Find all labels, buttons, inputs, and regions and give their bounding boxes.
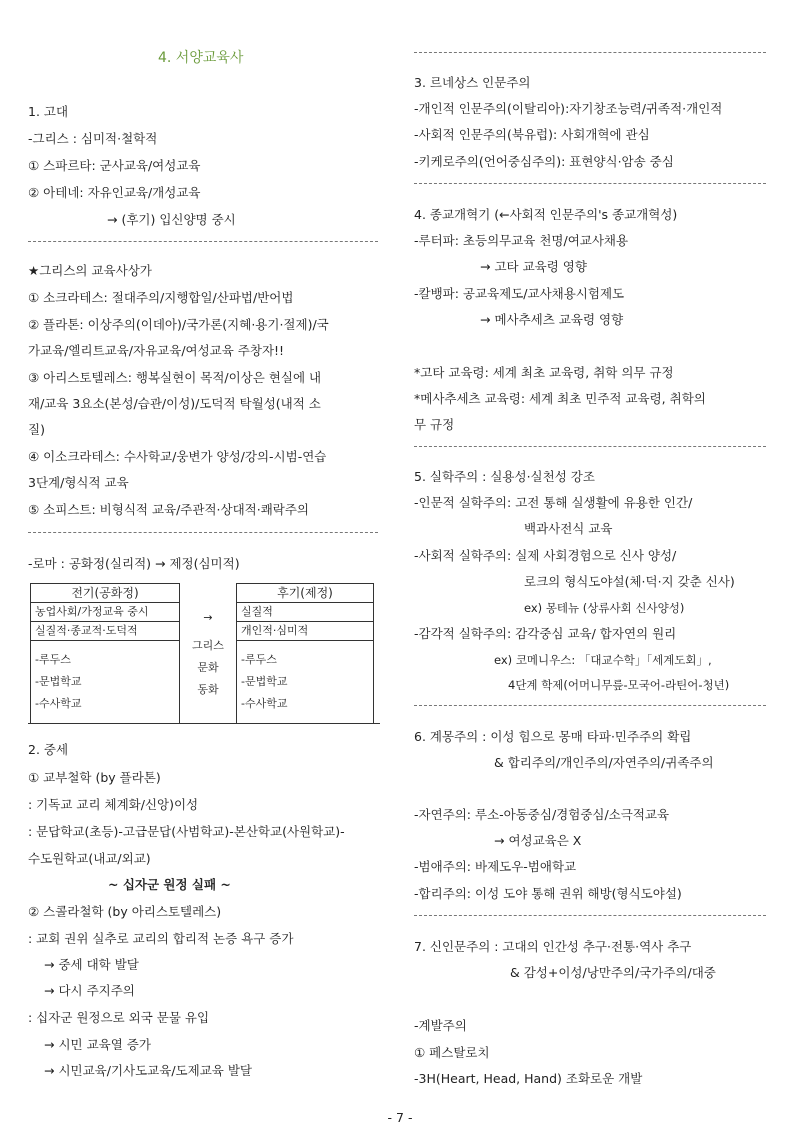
dashed-divider bbox=[28, 532, 378, 533]
rationalism-line: -합리주의: 이성 도야 통해 권위 해방(형식도야설) bbox=[414, 886, 682, 901]
section-heading-reformation: 4. 종교개혁기 (←사회적 인문주의's 종교개혁성) bbox=[414, 207, 678, 222]
late-row-1: 실질적 bbox=[237, 603, 374, 622]
scholasticism-line: ② 스콜라철학 (by 아리스토텔레스) bbox=[28, 904, 222, 919]
patristic-line: ① 교부철학 (by 플라톤) bbox=[28, 770, 161, 785]
rome-table bbox=[30, 583, 374, 724]
table-item: -루두스 bbox=[241, 653, 277, 666]
sparta-line: ① 스파르타: 군사교육/여성교육 bbox=[28, 158, 201, 173]
aristotle-line-2: 재/교육 3요소(본성/습관/이성)/도덕적 탁월성(내적 소 bbox=[28, 396, 321, 411]
luther-arrow-line: → 고타 교육령 영향 bbox=[480, 259, 587, 274]
mass-note-2: 무 규정 bbox=[414, 417, 455, 432]
aristotle-line-1: ③ 아리스토텔레스: 행복실현이 목적/이상은 현실에 내 bbox=[28, 370, 322, 385]
table-item: -수사학교 bbox=[35, 697, 82, 710]
greece-line: -그리스 : 심미적·철학적 bbox=[28, 131, 158, 146]
dashed-divider bbox=[28, 241, 378, 242]
dashed-divider bbox=[414, 705, 766, 706]
crusade-import-line: : 십자군 원정으로 외국 문물 유입 bbox=[28, 1010, 210, 1025]
crusade-fail-line: ~ 십자군 원정 실패 ~ bbox=[108, 877, 231, 892]
dashed-divider bbox=[414, 915, 766, 916]
section-heading-medieval: 2. 중세 bbox=[28, 742, 69, 757]
sense-realism-example: ex) 코메니우스: 「대교수학」「세계도회」, bbox=[494, 653, 712, 667]
pestalozzi-line: ① 페스탈로치 bbox=[414, 1045, 490, 1060]
plato-line-1: ② 플라톤: 이상주의(이데아)/국가론(지혜·용기·절제)/국 bbox=[28, 317, 329, 332]
social-realism: -사회적 실학주의: 실제 사회경험으로 신사 양성/ bbox=[414, 548, 677, 563]
table-item: -문법학교 bbox=[35, 675, 82, 688]
sophists-line: ⑤ 소피스트: 비형식적 교육/주관적·상대적·쾌락주의 bbox=[28, 502, 309, 517]
citizen-types-line: → 시민교육/기사도교육/도제교육 발달 bbox=[44, 1063, 252, 1078]
section-heading-realism: 5. 실학주의 : 실용성·실천성 강조 bbox=[414, 469, 595, 484]
table-middle bbox=[180, 584, 237, 724]
section-heading-enlightenment: 6. 계몽주의 : 이성 힘으로 몽매 타파·민주주의 확립 bbox=[414, 729, 692, 744]
early-row-2: 실질적·종교적·도덕적 bbox=[31, 622, 180, 641]
naturalism-line: -자연주의: 루소-아동중심/경험중심/소극적교육 bbox=[414, 807, 670, 822]
early-row-1: 농업사회/가정교육 중시 bbox=[31, 603, 180, 622]
isocrates-line-1: ④ 이소크라테스: 수사학교/웅변가 양성/강의-시범-연습 bbox=[28, 449, 327, 464]
early-row-3 bbox=[31, 641, 180, 724]
social-realism-example: ex) 몽테뉴 (상류사회 신사양성) bbox=[524, 601, 685, 615]
neohumanism-sub: & 감성+이성/낭만주의/국가주의/대중 bbox=[510, 965, 716, 980]
sense-realism: -감각적 실학주의: 감각중심 교육/ 합자연의 원리 bbox=[414, 626, 677, 641]
page-number: - 7 - bbox=[387, 1110, 413, 1125]
dashed-divider bbox=[414, 52, 766, 53]
middle-word: 그리스 bbox=[192, 638, 224, 652]
late-row-2: 개인적·심미적 bbox=[237, 622, 374, 641]
plato-line-2: 가교육/엘리트교육/자유교육/여성교육 주창자!! bbox=[28, 343, 285, 358]
rome-line: -로마 : 공화정(실리적) → 제정(심미적) bbox=[28, 556, 240, 571]
mass-note-1: *메사추세츠 교육령: 세계 최초 민주적 교육령, 취학의 bbox=[414, 391, 706, 406]
socrates-line: ① 소크라테스: 절대주의/지행합일/산파법/반어법 bbox=[28, 290, 294, 305]
solid-divider bbox=[28, 723, 380, 724]
dashed-divider bbox=[414, 446, 766, 447]
calvin-line: -칼뱅파: 공교육제도/교사채용시험제도 bbox=[414, 286, 625, 301]
section-heading-neohumanism: 7. 신인문주의 : 고대의 인간성 추구·전통·역사 추구 bbox=[414, 939, 692, 954]
table-item: -수사학교 bbox=[241, 697, 288, 710]
isocrates-line-2: 3단계/형식적 교육 bbox=[28, 475, 129, 490]
humanistic-realism-2: 백과사전식 교육 bbox=[524, 521, 613, 536]
late-header: 후기(제정) bbox=[237, 584, 374, 603]
philanthropism-line: -범애주의: 바제도우-범애학교 bbox=[414, 859, 577, 874]
section-heading-ancient: 1. 고대 bbox=[28, 104, 69, 119]
middle-word: 동화 bbox=[197, 682, 219, 696]
gotha-note: *고타 교육령: 세계 최초 교육령, 취학 의무 규정 bbox=[414, 365, 674, 380]
humanistic-realism: -인문적 실학주의: 고전 통해 실생활에 유용한 인간/ bbox=[414, 495, 693, 510]
athens-line: ② 아테네: 자유인교육/개성교육 bbox=[28, 185, 201, 200]
luther-line: -루터파: 초등의무교육 천명/여교사채용 bbox=[414, 233, 629, 248]
table-item: -루두스 bbox=[35, 653, 71, 666]
renaissance-line-3: -키케로주의(언어중심주의): 표현양식·암송 중심 bbox=[414, 154, 674, 169]
development-line: -계발주의 bbox=[414, 1018, 467, 1033]
middle-word: 문화 bbox=[197, 660, 219, 674]
section-heading-renaissance: 3. 르네상스 인문주의 bbox=[414, 75, 531, 90]
schools-line-1: : 문답학교(초등)-고급문답(사범학교)-본산학교(사원학교)- bbox=[28, 824, 345, 839]
enlightenment-sub: & 합리주의/개인주의/자연주의/귀족주의 bbox=[494, 755, 714, 770]
late-row-3 bbox=[237, 641, 374, 724]
aristotle-line-3: 질) bbox=[28, 422, 45, 437]
scholasticism-desc: : 교회 권위 실추로 교리의 합리적 논증 욕구 증가 bbox=[28, 931, 294, 946]
sense-realism-example-2: 4단계 학제(어머니무릎-모국어-라틴어-청년) bbox=[508, 678, 730, 692]
intellectualism-line: → 다시 주지주의 bbox=[44, 983, 135, 998]
renaissance-line-1: -개인적 인문주의(이탈리아):자기창조능력/귀족적·개인적 bbox=[414, 101, 723, 116]
citizen-edu-line: → 시민 교육열 증가 bbox=[44, 1037, 151, 1052]
three-h-line: -3H(Heart, Head, Hand) 조화로운 개발 bbox=[414, 1071, 643, 1086]
naturalism-arrow-line: → 여성교육은 X bbox=[494, 833, 582, 848]
page-title: 4. 서양교육사 bbox=[158, 50, 244, 66]
patristic-desc: : 기독교 교리 체계화/신앙)이성 bbox=[28, 797, 199, 812]
table-item: -문법학교 bbox=[241, 675, 288, 688]
arrow-cell: → bbox=[203, 610, 213, 624]
university-line: → 중세 대학 발달 bbox=[44, 957, 139, 972]
renaissance-line-2: -사회적 인문주의(북유럽): 사회개혁에 관심 bbox=[414, 127, 650, 142]
athens-later-line: → (후기) 입신양명 중시 bbox=[107, 212, 236, 227]
early-header: 전기(공화정) bbox=[31, 584, 180, 603]
calvin-arrow-line: → 메사추세츠 교육령 영향 bbox=[480, 312, 624, 327]
social-realism-2: 로크의 형식도야설(체·덕·지 갖춘 신사) bbox=[524, 574, 735, 589]
greek-thinkers-heading: ★그리스의 교육사상가 bbox=[28, 263, 152, 278]
dashed-divider bbox=[414, 183, 766, 184]
schools-line-2: 수도원학교(내교/외교) bbox=[28, 851, 151, 866]
